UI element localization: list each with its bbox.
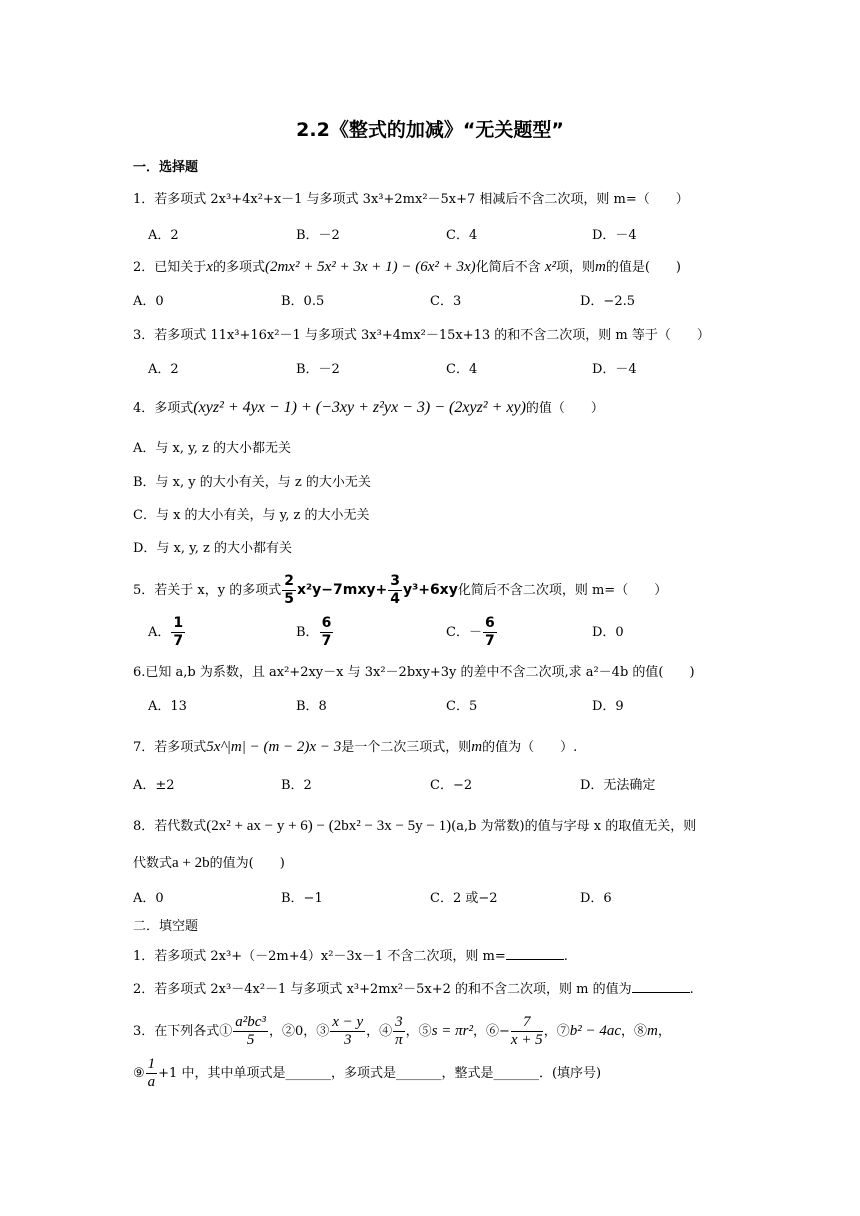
q4-option-b: B．与 x, y 的大小有关，与 z 的大小无关 — [133, 475, 371, 490]
q2-post: 的值是( ) — [605, 260, 681, 275]
fill3-text — [133, 1012, 671, 1051]
fill3-frac3-den: 3 — [343, 1032, 352, 1048]
q5-pre: 5．若关于 x，y 的多项式 — [133, 583, 282, 598]
fill1-post: . — [563, 949, 568, 964]
q8-text — [133, 818, 696, 835]
q1-option-d: D．－4 — [592, 228, 637, 243]
q5-c-label: C．－ — [446, 625, 482, 640]
q5-frac1-num: 2 — [284, 573, 294, 589]
q7-m: m — [471, 739, 483, 755]
q8-line2-pre: 代数式 — [133, 856, 173, 871]
q5-b-den: 7 — [321, 633, 332, 649]
q1-option-b: B．－2 — [296, 228, 340, 243]
fill3-frac3-num: x − y — [332, 1014, 364, 1030]
q4-option-c: C．与 x 的大小有关，与 y, z 的大小无关 — [133, 508, 370, 523]
section-choice-heading: 一．选择题 — [133, 160, 199, 175]
q4-option-d: D．与 x, y, z 的大小都有关 — [133, 541, 293, 556]
q6-text: 6.已知 a,b 为系数，且 ax²+2xy－x 与 3x²－2bxy+3y 的差中不含二次项,求 a²－4b 的值( ) — [133, 665, 695, 680]
q4-expression: (xyz² + 4yx − 1) + (−3xy + z²yx − 3) − (2xyz² + xy) — [193, 399, 526, 416]
fill2-pre: 2．若多项式 2x³－4x²－1 与多项式 x³+2mx²－5x+2 的和不含二次项，则 m 的值为 — [133, 982, 632, 997]
q5-b-label: B． — [296, 625, 319, 640]
fill3-frac1-den: 5 — [246, 1032, 255, 1048]
q8-line2-post: 的值为( ) — [209, 856, 285, 871]
fill3-frac9-num: 1 — [147, 1056, 156, 1072]
fill1-blank[interactable] — [506, 947, 564, 960]
q2-text — [133, 259, 681, 276]
q6-option-b: B．8 — [296, 699, 327, 714]
q2-option-a: A．0 — [133, 294, 164, 309]
q5-option-c — [446, 615, 498, 651]
q8-pre: 8．若代数式 — [133, 819, 207, 834]
q5-option-b — [296, 615, 334, 651]
q8-option-b: B．−1 — [281, 891, 323, 906]
fill3-frac4-den: π — [395, 1032, 403, 1048]
q2-pre: 2．已知关于 — [133, 260, 207, 275]
q5-frac2-den: 4 — [390, 591, 400, 607]
q8-post: (a,b 为常数)的值与字母 x 的取值无关，则 — [451, 819, 697, 834]
q3-option-d: D．－4 — [592, 362, 637, 377]
q4-option-a: A．与 x, y, z 的大小都无关 — [133, 441, 291, 456]
q2-expression: (2mx² + 5x² + 3x + 1) − (6x² + 3x) — [264, 259, 476, 275]
fill3-text-line2 — [133, 1055, 601, 1093]
q8-text-line2 — [133, 855, 285, 872]
q5-b-num: 6 — [321, 615, 332, 631]
q8-option-d: D．6 — [580, 891, 612, 906]
q4-pre: 4．多项式 — [133, 401, 194, 416]
q2-option-c: C．3 — [430, 294, 462, 309]
q5-post: 化简后不含二次项，则 m=（ ） — [457, 583, 668, 598]
q6-option-c: C．5 — [446, 699, 478, 714]
fill3-s3: ，④ — [366, 1024, 393, 1039]
fill3-l2b: +1 中，其中单项式是_______，多项式是_______，整式是_______．(填序号) — [158, 1066, 602, 1081]
q7-option-d: D．无法确定 — [580, 778, 656, 793]
fill3-s6: ，⑦ — [543, 1024, 570, 1039]
fill2-post: . — [689, 982, 694, 997]
q7-post: 的值为（ ）. — [482, 740, 578, 755]
q7-pre: 7．若多项式 — [133, 740, 207, 755]
q2-mid2: 化简后不含 — [475, 260, 541, 275]
q7-option-c: C．−2 — [430, 778, 473, 793]
fill3-s7: ，⑧ — [620, 1024, 647, 1039]
fill1-pre: 1．若多项式 2x³+（－2m+4）x²－3x－1 不含二次项，则 m= — [133, 949, 506, 964]
q5-a-label: A． — [148, 625, 171, 640]
fill3-frac9-den: a — [147, 1074, 156, 1090]
q5-a-num: 1 — [173, 615, 184, 631]
fill1-text — [133, 947, 568, 965]
q4-text — [133, 400, 604, 417]
q5-text — [133, 572, 667, 609]
fill3-s5: ，⑥− — [473, 1024, 510, 1039]
q7-expression: 5x^|m| − (m − 2)x − 3 — [206, 739, 342, 755]
fill3-expr8: m — [647, 1023, 658, 1039]
q4-post: 的值（ ） — [525, 401, 604, 416]
q2-mid: 的多项式 — [212, 260, 265, 275]
q7-mid: 是一个二次三项式，则 — [341, 740, 472, 755]
fill2-blank[interactable] — [632, 980, 690, 993]
fill2-text — [133, 980, 694, 998]
fill3-l2a: ⑨ — [133, 1066, 145, 1081]
q7-option-a: A．±2 — [133, 778, 175, 793]
fill3-s8: ， — [657, 1024, 671, 1039]
q2-var: x — [206, 259, 213, 275]
q1-text: 1．若多项式 2x³+4x²+x－1 与多项式 3x³+2mx²－5x+7 相减后不含二次项，则 m=（ ） — [133, 192, 689, 207]
q2-mid3: 项，则 — [555, 260, 595, 275]
q6-option-d: D．9 — [592, 699, 624, 714]
q5-frac1-den: 5 — [284, 591, 294, 607]
q2-x2: x² — [544, 259, 556, 275]
q2-option-d: D．−2.5 — [580, 294, 635, 309]
section-fill-heading: 二．填空题 — [133, 919, 199, 934]
fill3-frac6-num: 7 — [511, 1014, 543, 1032]
q5-option-d: D．0 — [592, 625, 624, 640]
q3-text: 3．若多项式 11x³+16x²－1 与多项式 3x³+4mx²－15x+13 的和不含二次项，则 m 等于（ ） — [133, 328, 710, 343]
q1-option-c: C．4 — [446, 228, 478, 243]
fill3-s2: ，②0，③ — [268, 1024, 330, 1039]
q8-option-a: A．0 — [133, 891, 164, 906]
q2-option-b: B．0.5 — [281, 294, 325, 309]
page-title: 2.2《整式的加减》“无关题型” — [296, 119, 564, 141]
q1-option-a: A．2 — [148, 228, 179, 243]
fill3-frac6-den: x + 5 — [510, 1032, 543, 1048]
q3-option-a: A．2 — [148, 362, 179, 377]
q8-expression: (2x² + ax − y + 6) − (2bx² − 3x − 5y − 1) — [206, 818, 452, 834]
fill3-expr5: s = πr² — [431, 1023, 473, 1039]
q7-text — [133, 739, 577, 756]
fill3-expr7: b² − 4ac — [569, 1023, 621, 1039]
q5-expr2: y³+6xy — [402, 582, 458, 598]
q5-c-num: 6 — [484, 615, 495, 631]
fill3-frac4-num: 3 — [395, 1014, 403, 1030]
fill3-s4: ，⑤ — [405, 1024, 432, 1039]
q5-expr1: x²y−7mxy+ — [296, 582, 388, 598]
q6-option-a: A．13 — [148, 699, 187, 714]
q3-option-c: C．4 — [446, 362, 478, 377]
q5-a-den: 7 — [173, 633, 184, 649]
fill3-frac1-num: a²bc³ — [235, 1014, 266, 1030]
q8-option-c: C．2 或−2 — [430, 891, 498, 906]
q5-option-a — [148, 615, 186, 651]
q8-expression2: a + 2b — [172, 855, 210, 871]
q5-c-den: 7 — [484, 633, 495, 649]
q3-option-b: B．－2 — [296, 362, 340, 377]
fill3-pre: 3．在下列各式① — [133, 1024, 233, 1039]
q5-frac2-num: 3 — [390, 573, 400, 589]
q2-m: m — [595, 259, 606, 275]
q7-option-b: B．2 — [281, 778, 312, 793]
